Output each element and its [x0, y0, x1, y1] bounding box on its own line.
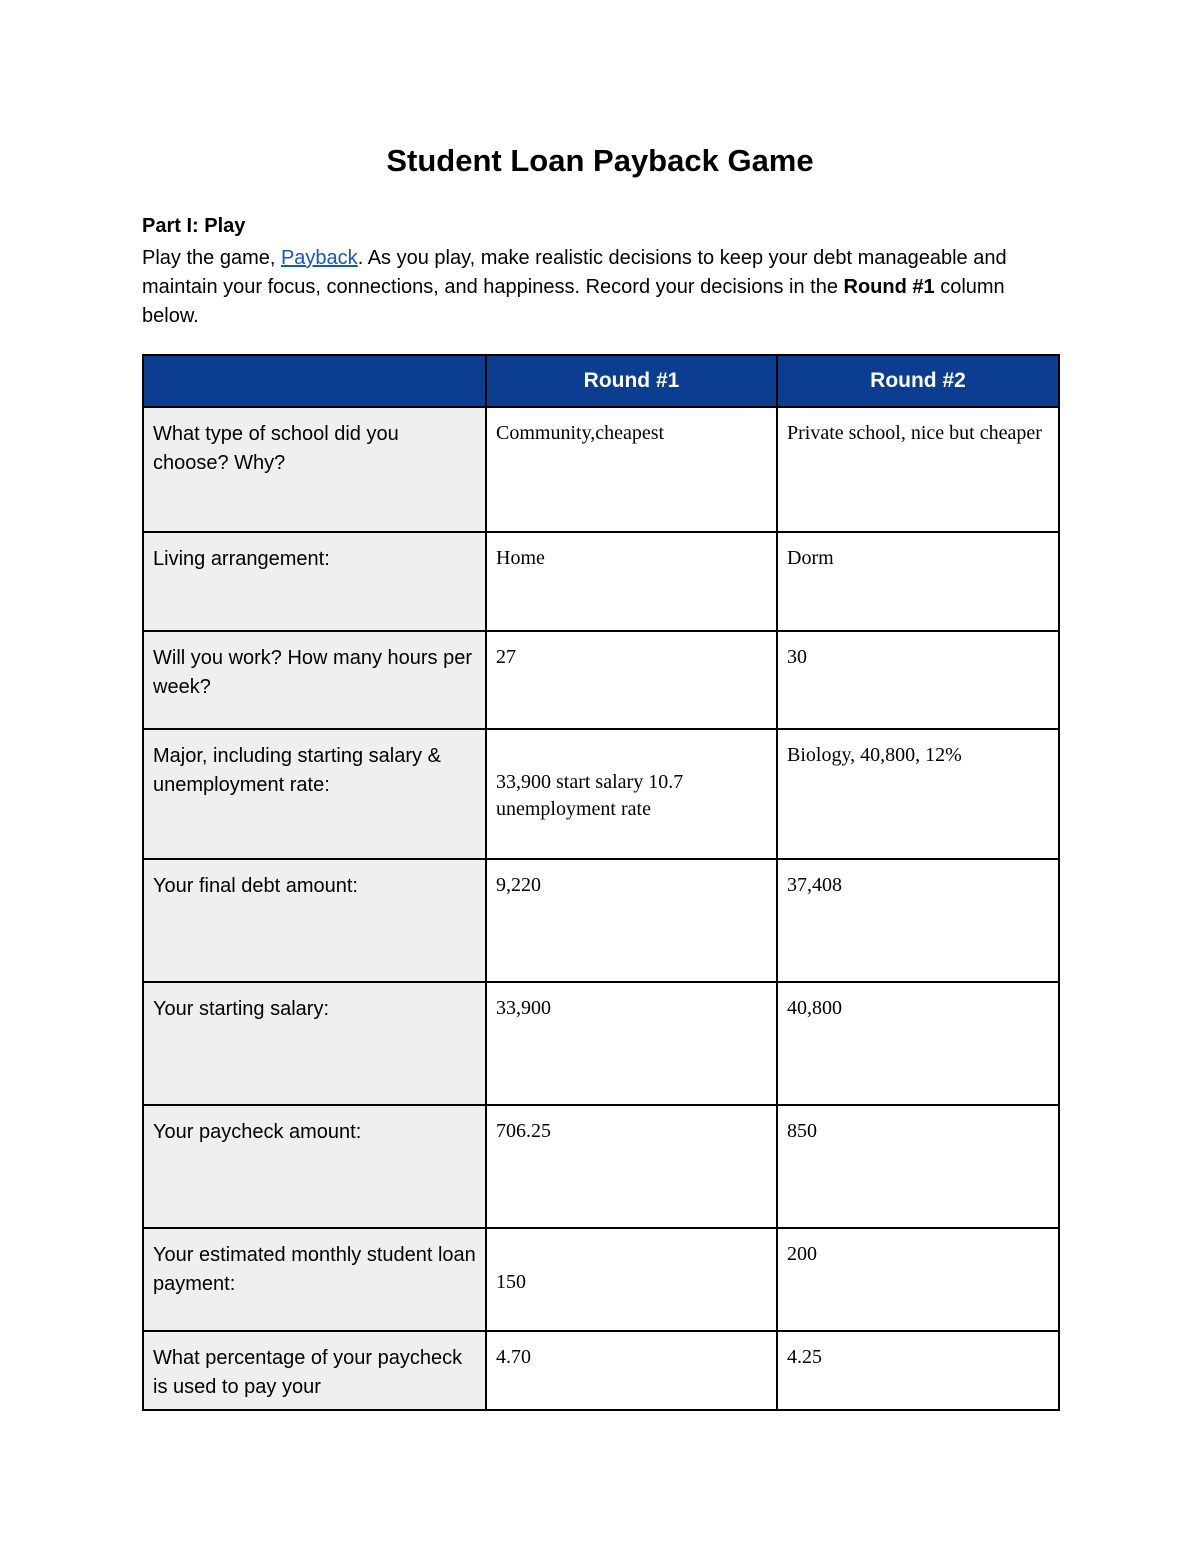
decisions-table — [142, 354, 1060, 1411]
round2-answer-cell[interactable]: 850 — [777, 1105, 1059, 1228]
intro-bold-round: Round #1 — [843, 276, 935, 298]
intro-text-start: Play the game, — [142, 247, 281, 269]
round2-answer-cell[interactable]: 200 — [777, 1228, 1059, 1331]
intro-text-end: column below. — [142, 276, 1005, 327]
intro-paragraph — [142, 244, 1052, 331]
round2-answer-cell[interactable]: 4.25 — [777, 1331, 1059, 1410]
table-row — [143, 1228, 1059, 1331]
document-title: Student Loan Payback Game — [386, 143, 814, 178]
part-heading: Part I: Play — [142, 215, 246, 237]
round2-answer-cell[interactable]: Biology, 40,800, 12% — [777, 729, 1059, 859]
table-row — [143, 407, 1059, 532]
question-cell: Major, including starting salary & unemployment rate: — [143, 729, 486, 859]
round2-answer-cell[interactable]: 30 — [777, 631, 1059, 729]
table-header-row — [143, 355, 1059, 407]
round1-answer-cell[interactable]: 150 — [486, 1228, 777, 1331]
round2-answer-cell[interactable]: 40,800 — [777, 982, 1059, 1105]
header-empty-cell — [143, 355, 486, 407]
round1-answer-cell[interactable]: 4.70 — [486, 1331, 777, 1410]
table-row — [143, 1331, 1059, 1410]
question-cell: What type of school did you choose? Why? — [143, 407, 486, 532]
question-cell: Your paycheck amount: — [143, 1105, 486, 1228]
question-cell: Living arrangement: — [143, 532, 486, 631]
round2-answer-cell[interactable]: Dorm — [777, 532, 1059, 631]
round1-answer-cell[interactable]: 9,220 — [486, 859, 777, 982]
question-cell: Your final debt amount: — [143, 859, 486, 982]
table-row — [143, 982, 1059, 1105]
table-row — [143, 1105, 1059, 1228]
round1-answer-cell[interactable]: 33,900 start salary 10.7 unemployment rate — [486, 729, 777, 859]
table-row — [143, 859, 1059, 982]
payback-link[interactable]: Payback — [280, 247, 358, 269]
question-cell: What percentage of your paycheck is used to pay your — [143, 1331, 486, 1410]
intro-text-middle: . As you play, make realistic decisions to keep your debt manageable and maintain your focus, connections, and happiness. Record your decisions in the — [142, 247, 1007, 298]
round1-answer-cell[interactable]: 706.25 — [486, 1105, 777, 1228]
round1-answer-cell[interactable]: 33,900 — [486, 982, 777, 1105]
question-cell: Will you work? How many hours per week? — [143, 631, 486, 729]
round1-answer-cell[interactable]: Home — [486, 532, 777, 631]
question-cell: Your starting salary: — [143, 982, 486, 1105]
round1-answer-cell[interactable]: 27 — [486, 631, 777, 729]
table-row — [143, 532, 1059, 631]
table-row — [143, 631, 1059, 729]
header-round-2: Round #2 — [777, 355, 1059, 407]
round2-answer-cell[interactable]: Private school, nice but cheaper — [777, 407, 1059, 532]
question-cell: Your estimated monthly student loan payment: — [143, 1228, 486, 1331]
round2-answer-cell[interactable]: 37,408 — [777, 859, 1059, 982]
header-round-1: Round #1 — [486, 355, 777, 407]
round1-answer-cell[interactable]: Community,cheapest — [486, 407, 777, 532]
table-row — [143, 729, 1059, 859]
